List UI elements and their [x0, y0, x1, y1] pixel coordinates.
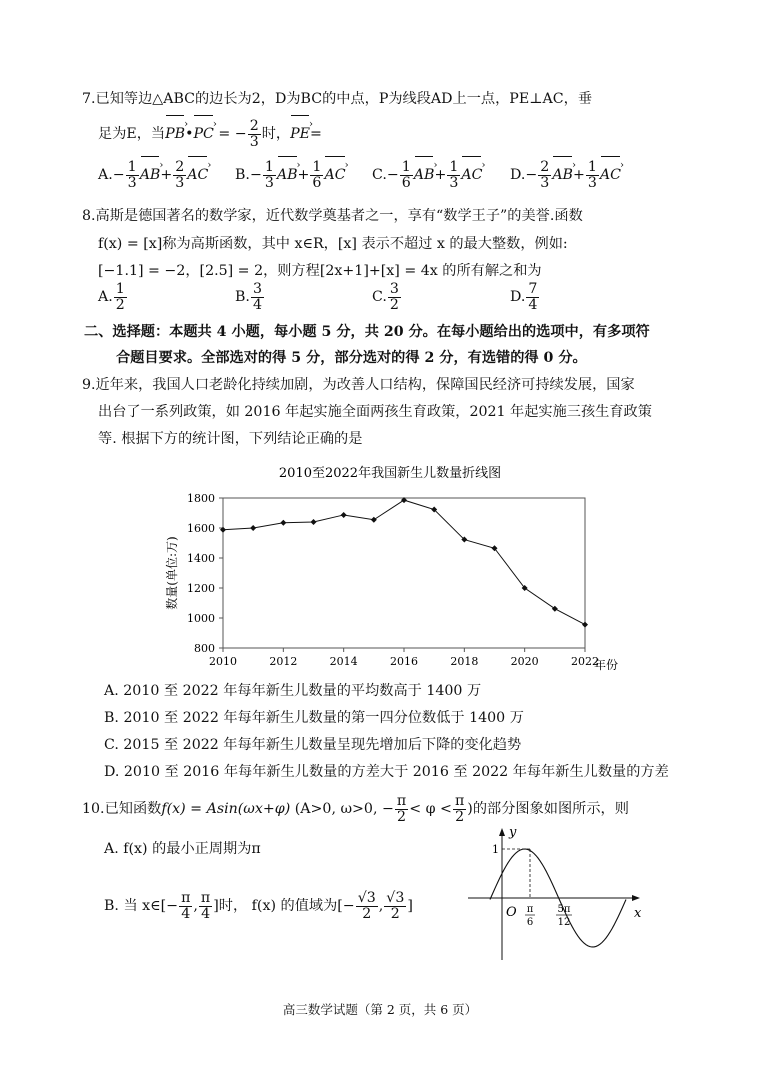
question-7-line1 [82, 88, 592, 108]
tick-5pi-12-den: 12 [557, 917, 571, 928]
question-number: 10. [82, 801, 105, 817]
option-a [104, 680, 481, 700]
fraction [310, 160, 323, 191]
vector: AC › [324, 157, 345, 193]
numerator: 1 [587, 158, 597, 175]
question-9-line2 [98, 401, 652, 421]
data-point [250, 525, 256, 531]
option-c [372, 277, 402, 317]
denominator: 4 [252, 296, 262, 313]
numerator: 2 [540, 158, 550, 175]
denominator: 2 [455, 808, 465, 825]
question-text: f(x) = [x]称为高斯函数，其中 x∈R，[x] 表示不超过 x 的最大整数，例如: [98, 236, 568, 252]
option-a [98, 157, 208, 193]
option-b [235, 277, 265, 317]
series-line [223, 500, 585, 624]
vector-pc: PC › [193, 116, 213, 152]
question-text: 已知等边△ABC的边长为2，D为BC的中点，P为线段AD上一点，PE⊥AC，垂 [95, 91, 593, 107]
question-text: 出台了一系列政策，如 2016 年起实施全面两孩生育政策，2021 年起实施三孩生育政策 [98, 404, 652, 420]
fraction [199, 891, 212, 922]
origin-label: O [506, 905, 517, 920]
numerator: √3 [357, 889, 376, 906]
sign: + [160, 167, 173, 183]
y-one-label: 1 [492, 843, 499, 856]
x-tick-label: 2020 [510, 655, 539, 668]
numerator: 7 [528, 280, 538, 297]
vector: AB › [414, 157, 435, 193]
question-9-line3 [98, 428, 362, 448]
footer-text: 高三数学试题（第 2 页，共 6 页） [282, 1002, 478, 1017]
question-text: 等. 根据下方的统计图，下列结论正确的是 [98, 431, 363, 447]
denominator: 2 [362, 905, 372, 922]
option-d [104, 761, 669, 781]
numerator: 1 [401, 158, 411, 175]
vector-pb: PB › [165, 116, 185, 152]
equals-sign: = − [218, 126, 247, 142]
text: ]时， f(x) 的值域为[− [213, 898, 355, 914]
function-expression: f(x) = Asin(ωx+φ) [161, 801, 291, 817]
question-9-line1 [82, 374, 635, 394]
x-axis-label: 年份 [594, 658, 619, 672]
denominator: 3 [587, 174, 597, 191]
numerator: 1 [264, 158, 274, 175]
data-point [341, 512, 347, 518]
denominator: 6 [401, 174, 411, 191]
option-label: B. [235, 167, 250, 183]
denominator: 3 [540, 174, 550, 191]
sine-graph [460, 820, 660, 965]
question-10-option-b [104, 886, 413, 926]
tick-5pi-12-num: 5π [557, 904, 571, 915]
fraction [447, 160, 460, 191]
x-axis-arrow [632, 895, 640, 901]
question-7-line2 [98, 116, 322, 152]
x-tick-label: 2018 [450, 655, 479, 668]
text: 足为E，当 [98, 126, 166, 142]
fraction [114, 282, 127, 313]
text: 时， [261, 126, 291, 142]
sign: + [297, 167, 310, 183]
question-8-line3 [98, 260, 542, 280]
denominator: 6 [312, 174, 322, 191]
y-tick-label: 1000 [187, 612, 215, 625]
option-label: D. [510, 289, 526, 305]
denominator: 3 [249, 133, 259, 150]
question-text: 近年来，我国人口老龄化持续加剧，为改善人口结构，保障国民经济可持续发展，国家 [95, 377, 635, 393]
numerator: 3 [389, 280, 399, 297]
x-tick-label: 2016 [390, 655, 418, 668]
numerator: 1 [312, 158, 322, 175]
section-text: 二、选择题：本题共 4 小题，每小题 5 分，共 20 分。在每小题给出的选项中，有多项符 [84, 324, 650, 340]
section-text: 合题目要求。全部选对的得 5 分，部分选对的得 2 分，有选错的得 0 分。 [116, 350, 587, 366]
option-text: A. f(x) 的最小正周期为π [104, 841, 261, 857]
numerator: π [396, 792, 407, 809]
question-10-option-a [104, 838, 261, 858]
y-axis-label: 数量(单位:万) [165, 536, 179, 610]
section-2-heading-cont [116, 347, 587, 367]
vector: AB › [277, 157, 298, 193]
option-text: B. 2010 至 2022 年每年新生儿数量的第一四分位数低于 1400 万 [104, 710, 524, 726]
option-a [98, 277, 128, 317]
series-markers [220, 497, 588, 627]
sign: + [434, 167, 447, 183]
numerator: 2 [249, 117, 259, 134]
option-d [510, 277, 540, 317]
vector: AC › [600, 157, 621, 193]
text: B. 当 x∈[− [104, 898, 179, 914]
option-label: B. [235, 289, 250, 305]
numerator: 1 [127, 158, 137, 175]
denominator: 2 [389, 296, 399, 313]
question-number: 7. [82, 91, 96, 107]
option-label: C. [372, 167, 387, 183]
sign: + [572, 167, 585, 183]
numerator: π [200, 889, 211, 906]
option-text: D. 2010 至 2016 年每年新生儿数量的方差大于 2016 至 2022 年每年新生儿数量的方差 [104, 764, 669, 780]
tick-pi-6-den: 6 [526, 917, 534, 928]
denominator: 4 [201, 905, 211, 922]
data-point [552, 606, 558, 612]
denominator: 3 [175, 174, 185, 191]
vector: AB › [552, 157, 573, 193]
sign: − [249, 167, 262, 183]
data-point [582, 622, 588, 628]
x-tick-label: 2022 [571, 655, 599, 668]
denominator: 3 [127, 174, 137, 191]
option-b [235, 157, 346, 193]
text: , [193, 898, 198, 914]
denominator: 3 [264, 174, 274, 191]
y-tick-label: 1200 [187, 582, 215, 595]
fraction [388, 282, 401, 313]
section-2-heading [84, 321, 650, 341]
fraction [251, 282, 264, 313]
fraction [173, 160, 186, 191]
y-tick-label: 1400 [187, 552, 215, 565]
sign: − [112, 167, 125, 183]
y-axis-label: y [509, 825, 517, 840]
fraction [538, 160, 551, 191]
tick-pi-6-num: π [526, 904, 534, 915]
numerator: π [454, 792, 465, 809]
sign: − [525, 167, 538, 183]
x-tick-label: 2010 [209, 655, 237, 668]
vector: AC › [187, 157, 208, 193]
x-tick-label: 2014 [329, 655, 358, 668]
text: 的部分图象如图所示，则 [472, 801, 629, 817]
fraction [400, 160, 413, 191]
fraction [356, 891, 378, 922]
numerator: 3 [252, 280, 262, 297]
denominator: 2 [397, 808, 407, 825]
question-number: 9. [82, 377, 96, 393]
plot-area [223, 498, 585, 648]
sign: − [386, 167, 399, 183]
option-d [510, 157, 621, 193]
option-label: A. [98, 289, 113, 305]
question-8-line2 [98, 233, 568, 253]
option-label: A. [98, 167, 113, 183]
x-axis [209, 648, 599, 668]
numerator: 1 [449, 158, 459, 175]
option-label: D. [510, 167, 526, 183]
newborn-line-chart [150, 455, 630, 680]
fraction [179, 891, 192, 922]
numerator: π [181, 889, 191, 906]
denominator: 2 [115, 296, 125, 313]
numerator: 1 [115, 280, 125, 297]
data-point [280, 520, 286, 526]
text: ] [407, 898, 413, 914]
text: 已知函数 [104, 801, 162, 817]
text: , [378, 898, 384, 914]
text: (A>0, ω>0, − [294, 801, 394, 817]
denominator: 4 [181, 905, 191, 922]
option-c [372, 157, 482, 193]
text: = [310, 126, 322, 142]
y-tick-label: 1800 [187, 492, 215, 505]
text: ) [467, 801, 473, 817]
fraction [263, 160, 276, 191]
vector: AC › [461, 157, 482, 193]
question-text: 高斯是德国著名的数学家，近代数学奠基者之一，享有“数学王子”的美誉.函数 [95, 208, 583, 224]
page-footer [0, 1000, 760, 1018]
dot-op: • [185, 126, 194, 142]
y-axis-arrow [499, 828, 505, 836]
fraction [384, 891, 406, 922]
denominator: 3 [449, 174, 459, 191]
option-text: C. 2015 至 2022 年每年新生儿数量呈现先增加后下降的变化趋势 [104, 737, 522, 753]
y-tick-label: 800 [194, 642, 215, 655]
question-number: 8. [82, 208, 96, 224]
y-axis [187, 492, 223, 655]
y-tick-label: 1600 [187, 522, 215, 535]
fraction [126, 160, 139, 191]
vector: AB › [140, 157, 161, 193]
denominator: 4 [528, 296, 538, 313]
option-c [104, 734, 521, 754]
data-point [311, 519, 317, 525]
option-text: A. 2010 至 2022 年每年新生儿数量的平均数高于 1400 万 [104, 683, 482, 699]
question-8-line1 [82, 205, 583, 225]
numerator: 2 [175, 158, 185, 175]
data-point [371, 517, 377, 523]
vector-pe: PE › [290, 116, 310, 152]
fraction [586, 160, 599, 191]
fraction [248, 119, 261, 150]
option-label: C. [372, 289, 387, 305]
x-axis-label: x [634, 906, 642, 921]
option-b [104, 707, 524, 727]
chart-title: 2010至2022年我国新生儿数量折线图 [278, 466, 502, 481]
numerator: √3 [386, 889, 405, 906]
question-text: [−1.1] = −2，[2.5] = 2，则方程[2x+1]+[x] = 4x 的所有解之和为 [98, 263, 542, 279]
fraction [526, 282, 539, 313]
x-tick-label: 2012 [269, 655, 298, 668]
denominator: 2 [390, 905, 400, 922]
fraction [395, 794, 408, 825]
text: < φ < [409, 801, 452, 817]
